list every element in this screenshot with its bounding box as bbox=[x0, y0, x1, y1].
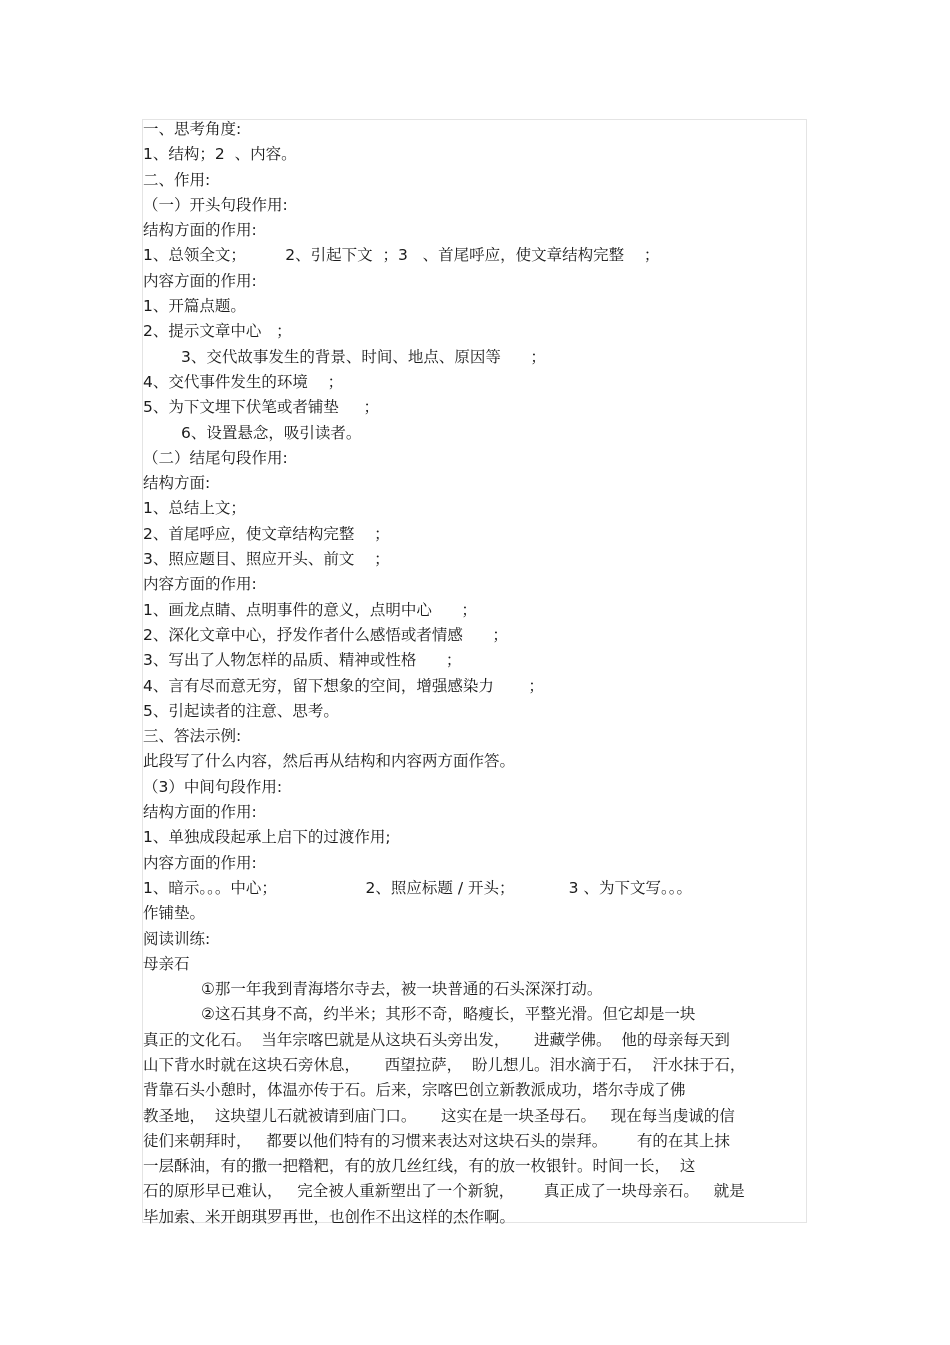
text-line: 4、言有尽而意无穷，留下想象的空间，增强感染力 ； bbox=[143, 676, 544, 695]
text-line: 5、为下文埋下伏笔或者铺垫 ； bbox=[143, 398, 379, 417]
passage-line: 一层酥油，有的撒一把糌粑，有的放几丝红线，有的放一枚银针。时间一长， 这 bbox=[143, 1157, 696, 1176]
text-line: 内容方面的作用: bbox=[143, 853, 257, 872]
text-line: 4、交代事件发生的环境 ； bbox=[143, 372, 344, 391]
text-line: 3、照应题目、照应开头、前文 ； bbox=[143, 550, 390, 569]
text-line: 1、结构；2 、内容。 bbox=[143, 145, 297, 164]
passage-line: 真正的文化石。 当年宗喀巴就是从这块石头旁出发， 进藏学佛。 他的母亲每天到 bbox=[143, 1030, 730, 1049]
text-line: 6、设置悬念，吸引读者。 bbox=[181, 423, 362, 442]
passage-line: 背靠石头小憩时，体温亦传于石。后来，宗喀巴创立新教派成功，塔尔寺成了佛 bbox=[143, 1081, 686, 1100]
text-line: 内容方面的作用: bbox=[143, 271, 257, 290]
heading-answer-example: 三、答法示例: bbox=[143, 727, 242, 746]
passage-line: 徒们来朝拜时， 都要以他们特有的习惯来表达对这块石头的崇拜。 有的在其上抹 bbox=[143, 1131, 730, 1150]
text-line: 3、写出了人物怎样的品质、精神或性格 ； bbox=[143, 651, 462, 670]
passage-title: 母亲石 bbox=[143, 954, 190, 973]
passage-line: 山下背水时就在这块石旁休息， 西望拉萨， 盼儿想儿。泪水滴于石， 汗水抹于石， bbox=[143, 1055, 746, 1074]
text-line: 1、开篇点题。 bbox=[143, 297, 246, 316]
text-line: 结构方面的作用: bbox=[143, 803, 257, 822]
text-line: 作铺垫。 bbox=[143, 904, 206, 923]
subheading-ending: （二）结尾句段作用: bbox=[143, 448, 288, 467]
heading-reading-practice: 阅读训练: bbox=[143, 929, 211, 948]
passage-paragraph-1: ①那一年我到青海塔尔寺去，被一块普通的石头深深打动。 bbox=[201, 980, 603, 999]
text-line: 1、总领全文； 2、引起下文 ；3 、首尾呼应，使文章结构完整 ； bbox=[143, 246, 660, 265]
text-line: 1、画龙点睛、点明事件的意义，点明中心 ； bbox=[143, 600, 477, 619]
text-line: 3、交代故事发生的背景、时间、地点、原因等 ； bbox=[181, 347, 546, 366]
subheading-opening: （一）开头句段作用: bbox=[143, 195, 288, 214]
passage-paragraph-2: ②这石其身不高，约半米；其形不奇，略瘦长，平整光滑。但它却是一块 bbox=[201, 1005, 696, 1024]
text-line: 此段写了什么内容，然后再从结构和内容两方面作答。 bbox=[143, 752, 516, 771]
document-body bbox=[143, 117, 811, 1230]
text-line: 2、提示文章中心 ； bbox=[143, 322, 292, 341]
heading-function: 二、作用: bbox=[143, 170, 211, 189]
text-line: 结构方面: bbox=[143, 474, 211, 493]
text-line: 2、深化文章中心，抒发作者什么感悟或者情感 ； bbox=[143, 625, 508, 644]
text-line: 2、首尾呼应，使文章结构完整 ； bbox=[143, 524, 390, 543]
passage-line: 毕加索、米开朗琪罗再世，也创作不出这样的杰作啊。 bbox=[143, 1207, 516, 1226]
text-line: 1、暗示。。。中心； 2、照应标题 / 开头； 3 、为下文写。。。 bbox=[143, 878, 692, 897]
passage-line: 教圣地， 这块望儿石就被请到庙门口。 这实在是一块圣母石。 现在每当虔诚的信 bbox=[143, 1106, 735, 1125]
subheading-middle: （3）中间句段作用: bbox=[143, 777, 283, 796]
passage-line: 石的原形早已难认， 完全被人重新塑出了一个新貌， 真正成了一块母亲石。 就是 bbox=[143, 1182, 745, 1201]
text-line: 结构方面的作用: bbox=[143, 221, 257, 240]
heading-thinking-angle: 一、思考角度: bbox=[143, 120, 242, 138]
text-line: 1、单独成段起承上启下的过渡作用; bbox=[143, 828, 391, 847]
text-line: 内容方面的作用: bbox=[143, 575, 257, 594]
text-line: 1、总结上文； bbox=[143, 499, 246, 518]
text-line: 5、引起读者的注意、思考。 bbox=[143, 701, 339, 720]
